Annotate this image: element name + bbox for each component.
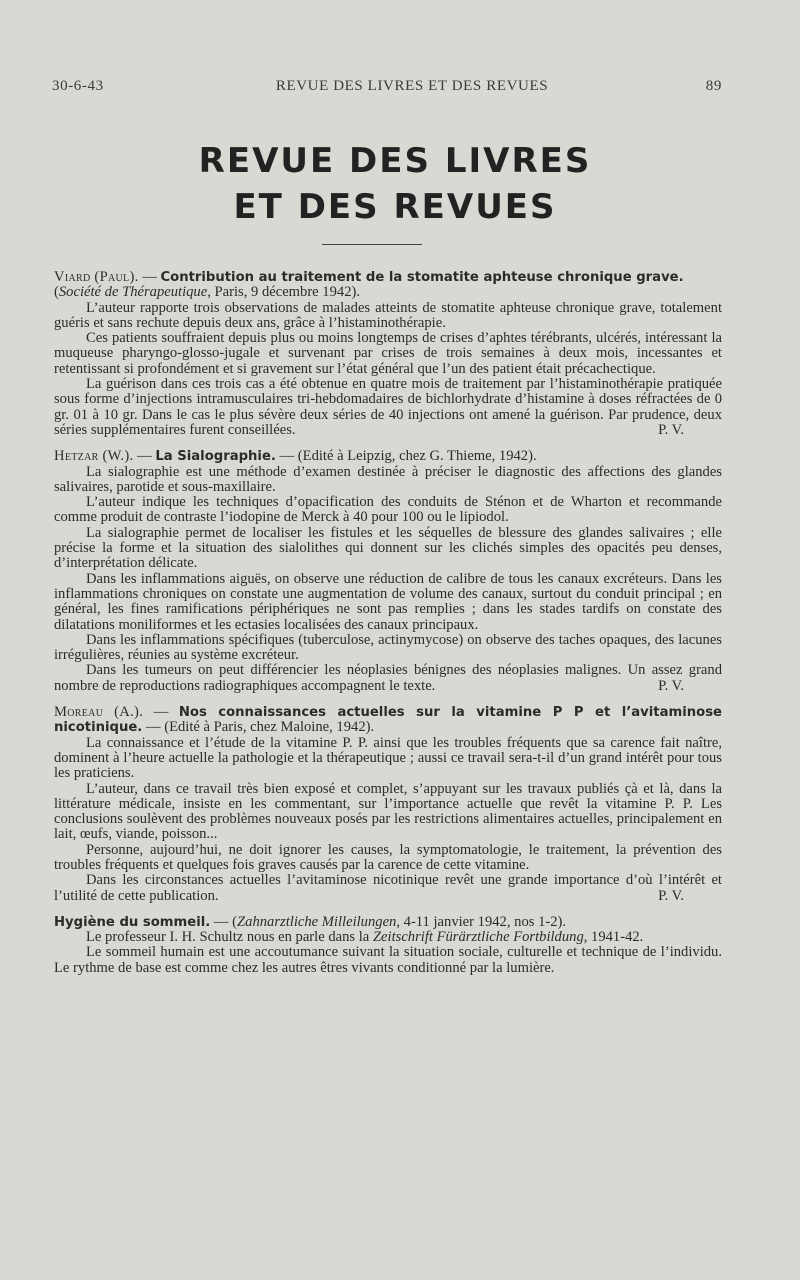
review-paragraph xyxy=(54,377,722,438)
source-details: — (Edité à Leipzig, chez G. Thieme, 1942). xyxy=(275,448,537,465)
review-source: Société de Thérapeutique, xyxy=(58,284,211,301)
issue-date: 30-6-43 xyxy=(52,78,104,94)
review-title: La Sialographie. xyxy=(155,449,276,465)
heading-dash: — xyxy=(138,269,161,285)
review-heading xyxy=(54,915,722,930)
page-number: 89 xyxy=(705,78,722,94)
review-viard xyxy=(54,270,722,438)
heading-dash: — xyxy=(143,704,179,721)
review-paragraph xyxy=(54,663,722,694)
review-author: Viard (Paul). xyxy=(54,269,139,285)
review-paragraph: Personne, aujourd’hui, ne doit ignorer les causes, la symptomatologie, le traitement, la prévention des troubles fréquents et quelques fois graves causés par la carence de cette vitamine. xyxy=(54,841,722,873)
review-paragraph: La sialographie est une méthode d’examen destinée à préciser le diagnostic des affections des glandes salivaires, parotide et sous-maxillaire. xyxy=(54,463,722,495)
review-paragraph: L’auteur indique les techniques d’opacification des conduits de Sténon et de Wharton et recommande comme produit de contraste l’iodopine de Merck à 40 pour 100 ou le lipiodol. xyxy=(54,494,722,526)
journal-name: REVUE DES LIVRES ET DES REVUES xyxy=(275,78,549,94)
review-paragraph: Dans les inflammations aiguës, on observe une réduction de calibre de tous les canaux excréteurs. Dans les inflammations chroniques on constate une augmentation de volume des canaux, surtout du conduit principal ; en général, les fines ramifications périphériques ne sont pas remplies ; dans les stades tardifs on constate des dilatations moniliformes et les ectasies localisées des canaux principaux. xyxy=(54,570,722,633)
review-paragraph: Le sommeil humain est une accoutumance suivant la situation sociale, culturelle et technique de l’individu. Le rythme de base est comme chez les autres êtres vivants conditionné par la lumière. xyxy=(54,944,722,976)
title-divider xyxy=(322,244,422,245)
review-hetzar xyxy=(54,449,722,694)
review-paragraph xyxy=(54,930,722,945)
paragraph-text: Le professeur I. H. Schultz nous en parle dans la xyxy=(86,929,373,946)
source-open: ( xyxy=(54,284,59,301)
source-open: — ( xyxy=(210,913,238,930)
review-heading xyxy=(54,705,722,736)
review-moreau xyxy=(54,705,722,904)
reviews-column xyxy=(54,270,722,987)
cited-journal: Zeitschrift Fürärztliche Fortbildung, xyxy=(372,929,588,946)
review-paragraph: La sialographie permet de localiser les fistules et les séquelles de blessure des glandes salivaires ; elle précise la forme et la situation des sialolithes qui donnent sur les clichés simples des opacités peu denses, d’interprétation délicate. xyxy=(54,524,722,572)
review-paragraph: Ces patients souffraient depuis plus ou moins longtemps de crises d’aphtes térébrants, ulcérés, intéressant la muqueuse pharyngo-glosso-jugale et survenant par crises de trois semaines à deux mois, incessantes et retentissant si profondément et si gravement sur l’état général que l’un des patient était précachectique. xyxy=(54,330,722,377)
review-heading xyxy=(54,270,722,301)
paragraph-text: 1941-42. xyxy=(587,929,644,946)
review-title: Nos connaissances actuelles sur la vitamine P P et l’avitaminose nicotinique. xyxy=(54,705,723,736)
section-title-line-2: ET DES REVUES xyxy=(233,187,557,227)
review-paragraph: L’auteur, dans ce travail très bien exposé et complet, s’appuyant sur les travaux publiés çà et là, dans la littérature médicale, insiste en les commentant, sur l’importance actuelle que revêt la vitamine P. P. Les conclusions soulèvent des problèmes nouveaux posés par les restrictions alimentaires actuelles, principalement en lait, œufs, viande, poisson... xyxy=(54,780,722,843)
reviewer-signature: P. V. xyxy=(658,887,684,904)
reviewer-signature: P. V. xyxy=(658,421,684,438)
heading-dash: — xyxy=(133,448,156,465)
paragraph-text: Dans les tumeurs on peut différencier les néoplasies bénignes des néoplasies malignes. Un assez grand nombre de reproductions radiographiques accompagnent le texte. xyxy=(54,662,722,694)
review-author: Hetzar (W.). xyxy=(54,448,134,465)
review-heading xyxy=(54,449,722,464)
review-paragraph: Dans les inflammations spécifiques (tuberculose, actinymycose) on observe des taches opaques, des lacunes irrégulières, réunies au système excréteur. xyxy=(54,631,722,664)
source-details: 4-11 janvier 1942, nos 1-2). xyxy=(400,913,567,930)
review-author: Moreau (A.). xyxy=(54,704,144,721)
paragraph-text: Dans les circonstances actuelles l’avitaminose nicotinique revêt une grande importance d’où l’intérêt et l’utilité de cette publication. xyxy=(54,872,722,904)
review-paragraph: L’auteur rapporte trois observations de malades atteints de stomatite aphteuse chronique grave, totalement guéris et sans rechute depuis deux ans, grâce à l’histaminothérapie. xyxy=(54,299,722,331)
paragraph-text: La guérison dans ces trois cas a été obtenue en quatre mois de traitement par l’histaminothérapie pratiquée sous forme d’injections intramusculaires tri-hebdomadaires de bichlorhydrate d’histamine à doses réfractées de 0 gr. 01 à 10 gr. Dans le cas le plus sévère deux séries de 40 injections ont amené la guérison. Par prudence, deux séries supplémentaires furent conseillées. xyxy=(54,376,722,438)
source-details: — (Edité à Paris, chez Maloine, 1942). xyxy=(142,719,375,736)
review-title: Hygiène du sommeil. xyxy=(54,914,211,930)
review-hygiene-sommeil xyxy=(54,915,722,976)
section-title xyxy=(0,138,790,230)
review-paragraph xyxy=(54,873,722,904)
review-title: Contribution au traitement de la stomatite aphteuse chronique grave. xyxy=(160,270,684,285)
reviewer-signature: P. V. xyxy=(658,677,684,694)
review-paragraph: La connaissance et l’étude de la vitamine P. P. ainsi que les troubles fréquents que sa carence fait naître, dominent à l’heure actuelle la pathologie et la thérapeutique ; aussi ce travail sera-t-il d’un grand intérêt pour tous les praticiens. xyxy=(54,734,722,782)
source-details: Paris, 9 décembre 1942). xyxy=(210,284,360,301)
review-source: Zahnarztliche Milleilungen, xyxy=(237,913,400,930)
section-title-line-1: REVUE DES LIVRES xyxy=(198,141,592,181)
